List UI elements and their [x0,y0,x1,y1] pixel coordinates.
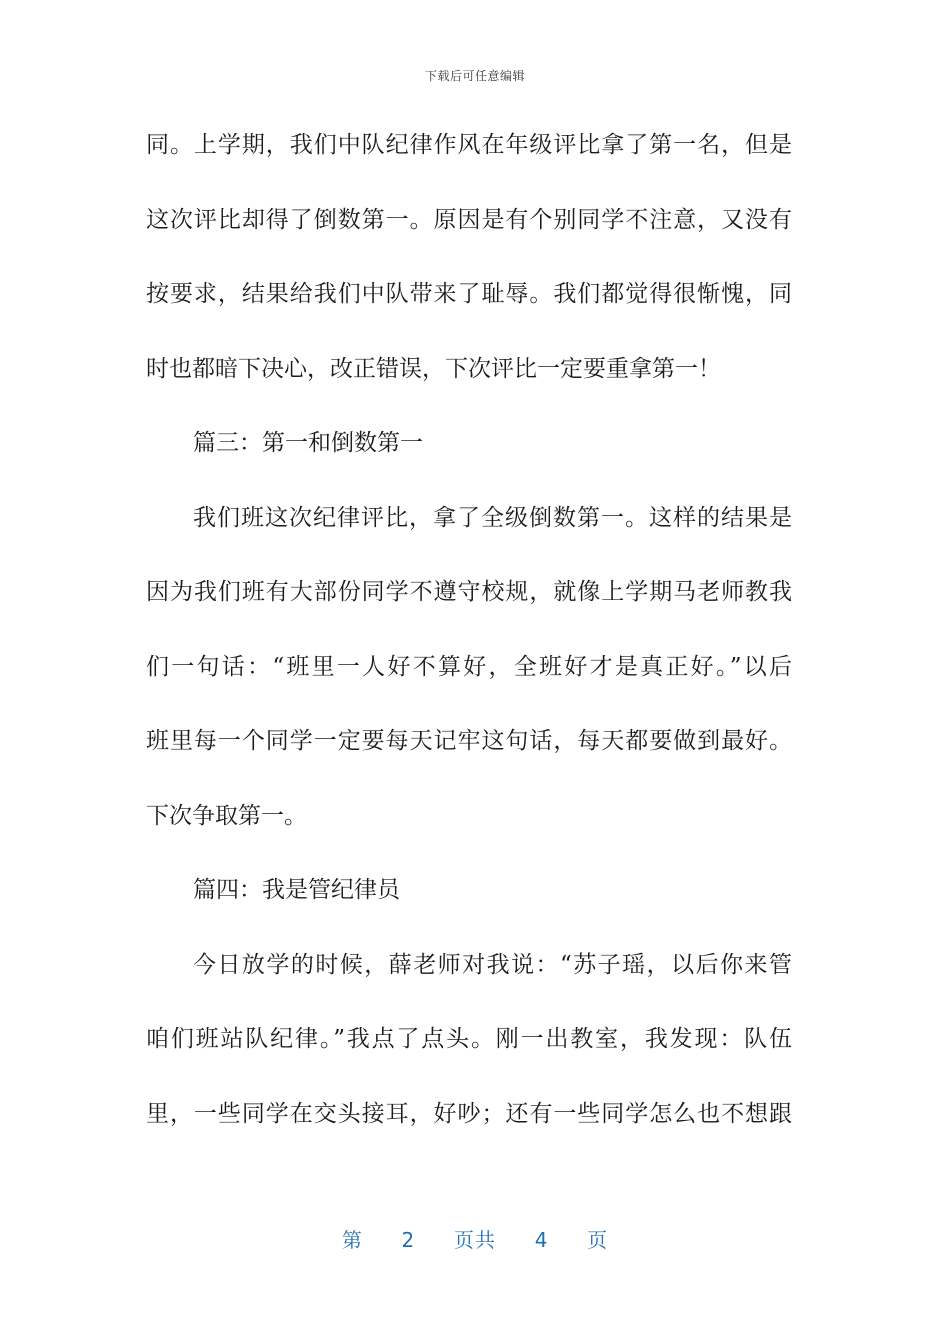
document-body [146,120,792,1163]
footer-prefix: 第 [341,1228,363,1252]
footer-current-page: 2 [401,1228,416,1252]
body-line: 班里每一个同学一定要每天记牢这句话，每天都要做到最好。 [146,728,792,754]
body-line: 下次争取第一。 [146,802,307,829]
section-heading-4: 篇四：我是管纪律员 [193,877,400,903]
body-line: 时也都暗下决心，改正错误，下次评比一定要重拿第一！ [146,355,721,382]
body-line: 因为我们班有大部份同学不遵守校规，就像上学期马老师教我 [146,579,792,605]
body-line: 今日放学的时候，薛老师对我说：“苏子瑶，以后你来管 [193,951,792,978]
section-heading-3: 篇三：第一和倒数第一 [193,430,423,456]
body-line: 咱们班站队纪律。”我点了点头。刚一出教室，我发现：队伍 [146,1026,792,1052]
footer-middle: 页共 [454,1228,496,1252]
body-line: 同。上学期，我们中队纪律作风在年级评比拿了第一名，但是 [146,132,792,158]
body-line: 这次评比却得了倒数第一。原因是有个别同学不注意，又没有 [146,206,792,233]
header-note: 下载后可任意编辑 [424,69,525,83]
page-footer [0,1224,950,1253]
body-line: 里，一些同学在交头接耳，好吵；还有一些同学怎么也不想跟 [146,1100,792,1127]
footer-suffix: 页 [587,1228,609,1252]
footer-total-pages: 4 [534,1228,549,1252]
body-line: 们一句话：“班里一人好不算好，全班好才是真正好。”以后 [146,653,792,680]
body-line: 我们班这次纪律评比，拿了全级倒数第一。这样的结果是 [193,504,792,531]
body-line: 按要求，结果给我们中队带来了耻辱。我们都觉得很惭愧，同 [146,281,792,307]
